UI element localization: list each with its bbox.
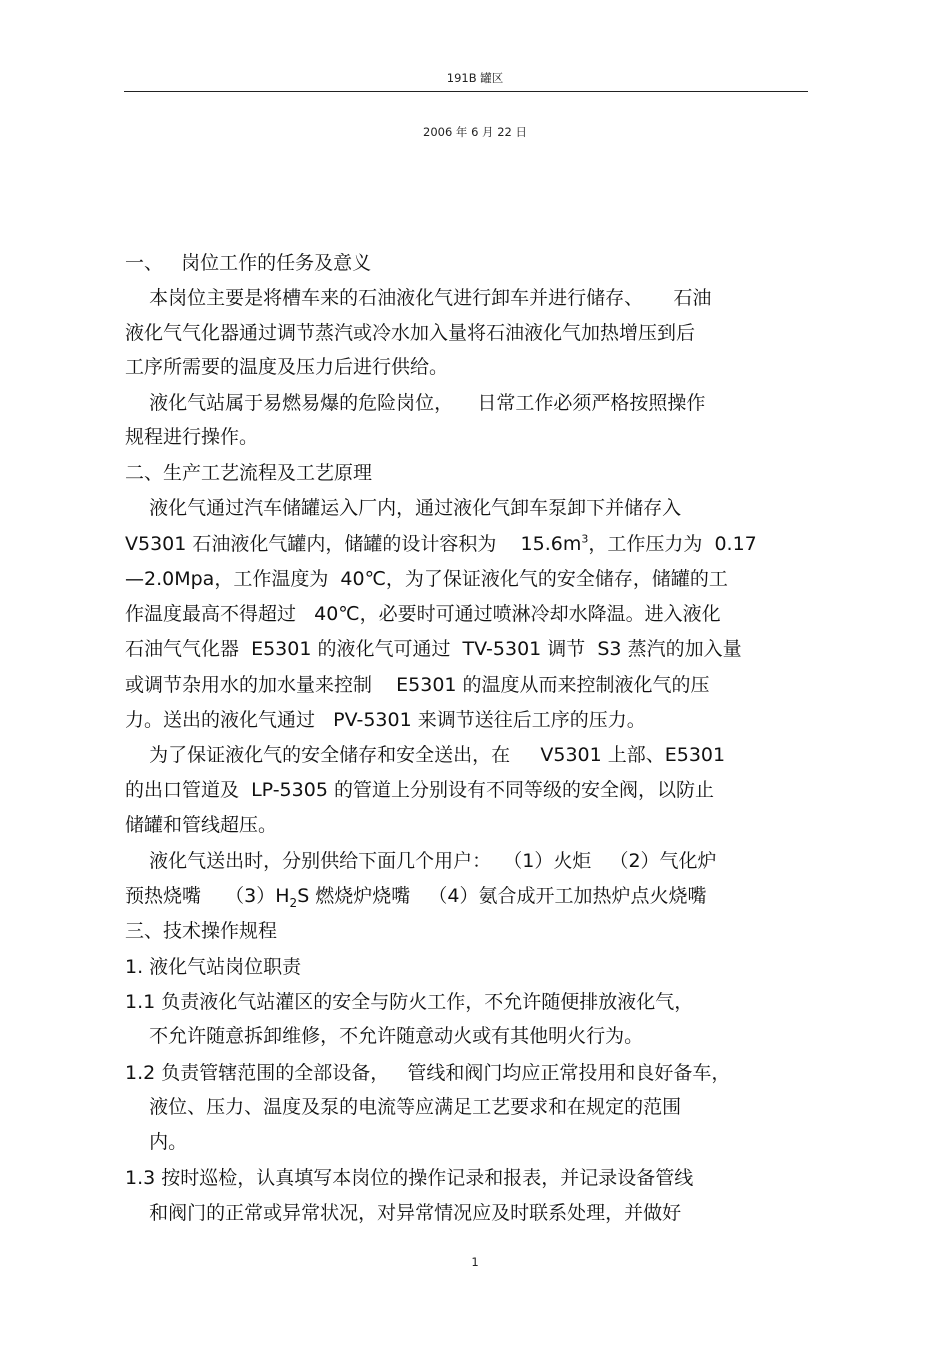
body-line: 石油气气化器 E5301 的液化气可通过 TV-5301 调节 S3 蒸汽的加入量 bbox=[125, 638, 742, 660]
text-run: S 燃烧炉烧嘴 （4）氨合成开工加热炉点火烧嘴 bbox=[297, 885, 707, 907]
list-item-continuation: 液位、压力、温度及泵的电流等应满足工艺要求和在规定的范围 bbox=[125, 1096, 682, 1118]
body-line: 力。送出的液化气通过 PV-5301 来调节送往后工序的压力。 bbox=[125, 709, 646, 731]
list-item: 1.3 按时巡检，认真填写本岗位的操作记录和报表，并记录设备管线 bbox=[125, 1167, 694, 1189]
body-line: 或调节杂用水的加水量来控制 E5301 的温度从而来控制液化气的压 bbox=[125, 674, 710, 696]
body-line: 规程进行操作。 bbox=[125, 426, 259, 448]
body-line: 工序所需要的温度及压力后进行供给。 bbox=[125, 356, 449, 378]
body-line: 为了保证液化气的安全储存和安全送出，在 V5301 上部、E5301 bbox=[125, 744, 726, 766]
running-header: 191B 罐区 bbox=[446, 71, 504, 85]
superscript: 3 bbox=[581, 532, 589, 546]
section-heading: 二、生产工艺流程及工艺原理 bbox=[125, 462, 373, 484]
list-item-continuation: 不允许随意拆卸维修，不允许随意动火或有其他明火行为。 bbox=[125, 1025, 644, 1047]
body-line: 液化气气化器通过调节蒸汽或冷水加入量将石油液化气加热增压到后 bbox=[125, 322, 696, 344]
body-line bbox=[125, 885, 707, 910]
body-line: —2.0Mpa，工作温度为 40℃，为了保证液化气的安全储存，储罐的工 bbox=[125, 568, 728, 590]
body-line: 液化气站属于易燃易爆的危险岗位， 日常工作必须严格按照操作 bbox=[125, 392, 706, 414]
body-line: 液化气送出时，分别供给下面几个用户： （1）火炬 （2）气化炉 bbox=[125, 850, 717, 872]
subsection-heading: 1. 液化气站岗位职责 bbox=[125, 956, 302, 978]
body-line: 液化气通过汽车储罐运入厂内，通过液化气卸车泵卸下并储存入 bbox=[125, 497, 682, 519]
list-item-continuation: 内。 bbox=[125, 1131, 188, 1153]
body-line bbox=[125, 533, 757, 555]
list-item: 1.1 负责液化气站灌区的安全与防火工作，不允许随便排放液化气， bbox=[125, 991, 694, 1013]
text-run: ，工作压力为 0.17 bbox=[588, 533, 757, 555]
list-item: 1.2 负责管辖范围的全部设备， 管线和阀门均应正常投用和良好备车， bbox=[125, 1062, 731, 1084]
body-line: 作温度最高不得超过 40℃，必要时可通过喷淋冷却水降温。进入液化 bbox=[125, 603, 721, 625]
body-line: 储罐和管线超压。 bbox=[125, 814, 278, 836]
body-line: 的出口管道及 LP-5305 的管道上分别设有不同等级的安全阀，以防止 bbox=[125, 779, 714, 801]
document-date: 2006 年 6 月 22 日 bbox=[423, 125, 527, 139]
body-line: 本岗位主要是将槽车来的石油液化气进行卸车并进行储存、 石油 bbox=[125, 287, 712, 309]
text-run: V5301 石油液化气罐内，储罐的设计容积为 15.6m bbox=[125, 533, 582, 555]
section-heading: 三、技术操作规程 bbox=[125, 920, 278, 942]
header-rule bbox=[124, 91, 808, 92]
subscript: 2 bbox=[289, 895, 298, 910]
page-number: 1 bbox=[471, 1255, 479, 1269]
list-item-continuation: 和阀门的正常或异常状况，对异常情况应及时联系处理，并做好 bbox=[125, 1202, 682, 1224]
section-heading: 一、 岗位工作的任务及意义 bbox=[125, 252, 372, 274]
text-run: 预热烧嘴 （3）H bbox=[125, 885, 290, 907]
